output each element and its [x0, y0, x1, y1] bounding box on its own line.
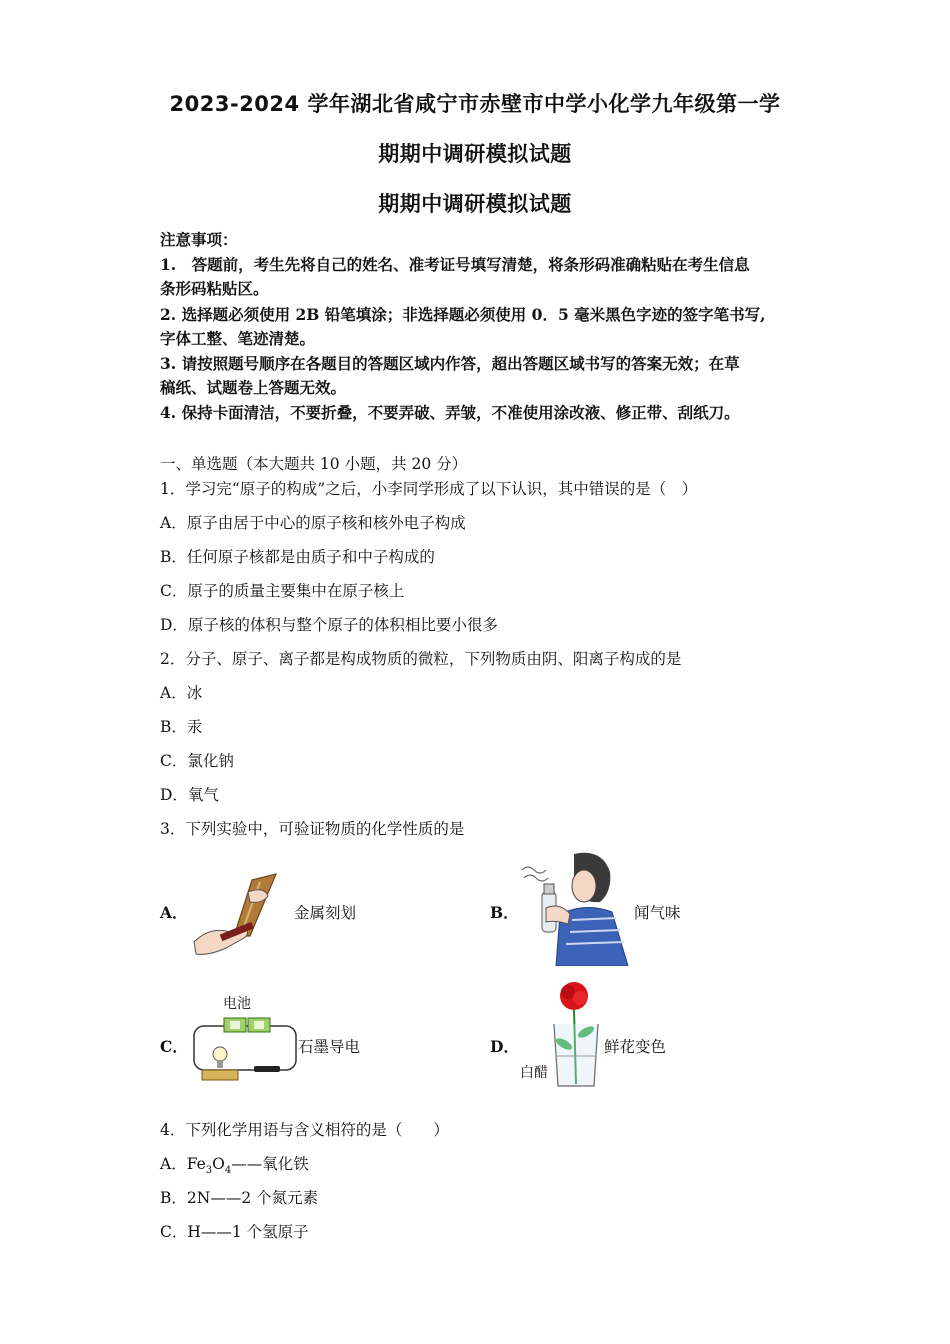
q4-option-a-formula-o: O: [212, 1155, 225, 1173]
page-title-line1: 2023-2024 学年湖北省咸宁市赤壁市中学小化学九年级第一学: [169, 92, 781, 116]
q4-option-a-formula-fe: A．Fe: [160, 1155, 206, 1173]
q1-option-a: A．原子由居于中心的原子核和核外电子构成: [160, 514, 466, 532]
vinegar-label: 白醋: [520, 1065, 548, 1081]
q3-option-a-caption: 金属刻划: [294, 904, 357, 922]
notice-item: 4. 保持卡面清洁，不要折叠，不要弄破、弄皱，不准使用涂改液、修正带、刮纸刀。: [160, 403, 740, 422]
q2-stem: 2．分子、原子、离子都是构成物质的微粒，下列物质由阴、阳离子构成的是: [160, 650, 682, 668]
q1-option-d: D．原子核的体积与整个原子的体积相比要小很多: [160, 616, 498, 634]
subscript: 3: [205, 1165, 213, 1177]
q4-option-c: C．H——1 个氢原子: [160, 1223, 309, 1241]
q3-option-b-label: B．: [490, 903, 519, 922]
subscript: 4: [224, 1165, 232, 1177]
page-title-line3: 期期中调研模拟试题: [378, 192, 572, 216]
q3-option-d-caption: 鲜花变色: [604, 1038, 667, 1056]
q3-option-d-label: D．: [490, 1037, 519, 1056]
page-title-line2: 期期中调研模拟试题: [378, 142, 572, 166]
circuit-illustration: [190, 1012, 298, 1088]
notice-item: 字体工整、笔迹清楚。: [160, 329, 316, 348]
section-heading: 一、单选题（本大题共 10 小题，共 20 分）: [160, 455, 468, 473]
notice-item: 条形码粘贴区。: [160, 279, 269, 298]
q2-option-c: C．氯化钠: [160, 752, 234, 770]
q2-option-d: D．氧气: [160, 786, 219, 804]
q2-option-b: B．汞: [160, 718, 203, 736]
q4-option-a-meaning: ——氧化铁: [231, 1155, 309, 1173]
q2-option-a: A．冰: [160, 684, 203, 702]
q4-stem: 4．下列化学用语与含义相符的是（ ）: [160, 1121, 449, 1139]
metal-scratch-illustration: [190, 872, 290, 962]
q1-option-b: B．任何原子核都是由质子和中子构成的: [160, 548, 435, 566]
q3-option-c-label: C．: [160, 1037, 188, 1056]
q4-option-b: B．2N——2 个氮元素: [160, 1189, 319, 1207]
battery-label: 电池: [223, 996, 251, 1012]
notice-item: 稿纸、试题卷上答题无效。: [160, 378, 347, 397]
q3-option-c-caption: 石墨导电: [298, 1038, 361, 1056]
q3-stem: 3．下列实验中，可验证物质的化学性质的是: [160, 820, 465, 838]
smelling-illustration: [516, 848, 632, 966]
q1-option-c: C．原子的质量主要集中在原子核上: [160, 582, 405, 600]
q3-option-a-label: A．: [160, 903, 188, 922]
q4-option-a: [160, 1152, 309, 1176]
notice-heading: 注意事项：: [160, 230, 238, 249]
notice-item: 1. 答题前，考生先将自己的姓名、准考证号填写清楚，将条形码准确粘贴在考生信息: [160, 255, 750, 274]
q3-option-b-caption: 闻气味: [634, 904, 681, 922]
flower-in-vinegar-illustration: [548, 980, 604, 1090]
q1-stem: 1．学习完“原子的构成”之后，小李同学形成了以下认识，其中错误的是（ ）: [160, 480, 698, 498]
notice-item: 3. 请按照题号顺序在各题目的答题区域内作答，超出答题区域书写的答案无效；在草: [160, 354, 740, 373]
notice-item: 2. 选择题必须使用 2B 铅笔填涂；非选择题必须使用 0．5 毫米黑色字迹的签字笔书写,: [160, 305, 766, 324]
